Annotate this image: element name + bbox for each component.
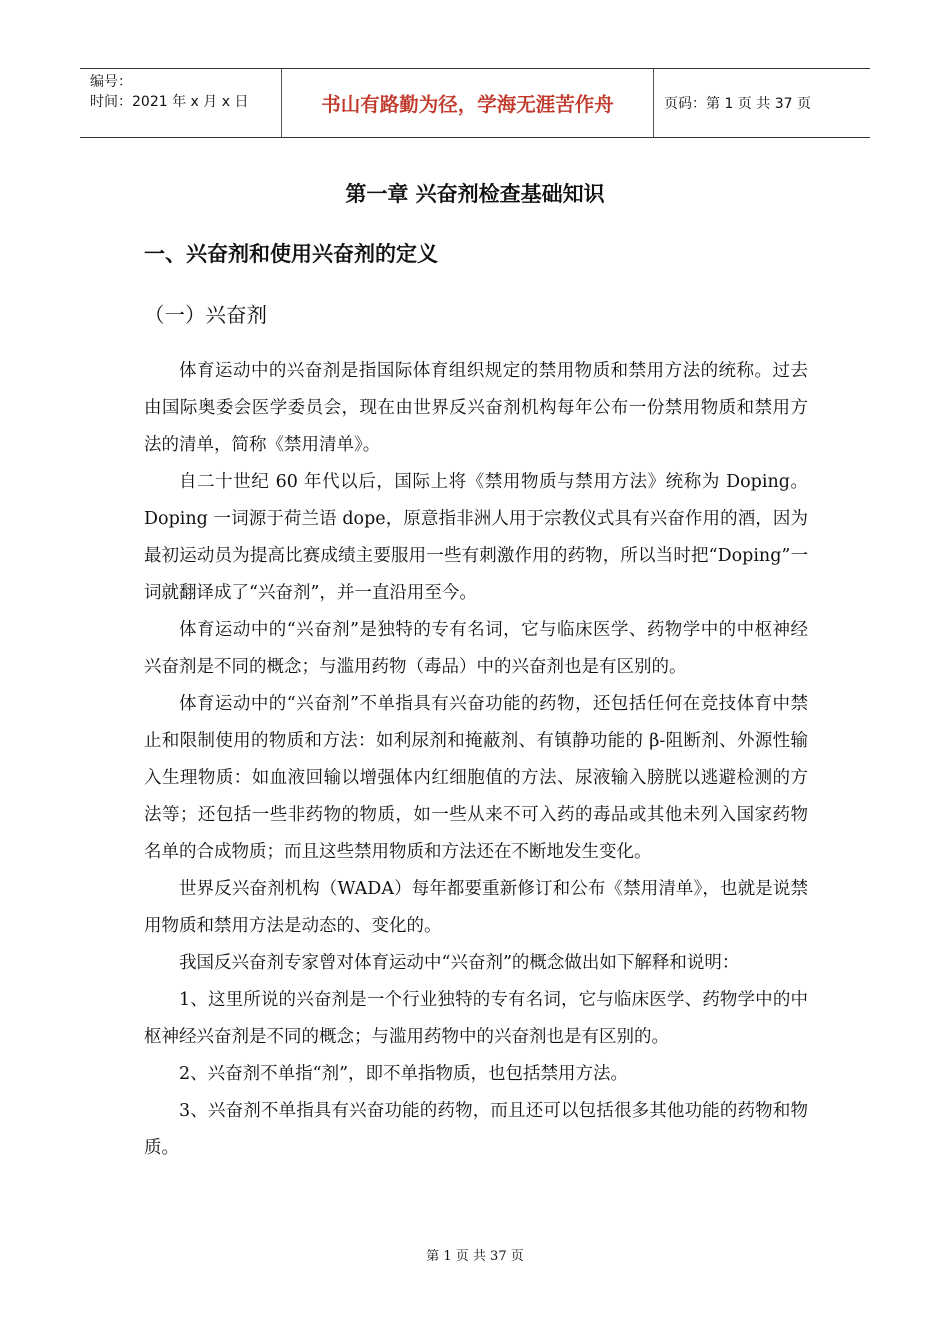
paragraph: 世界反兴奋剂机构（WADA）每年都要重新修订和公布《禁用清单》，也就是说禁用物质和禁用方法是动态的、变化的。 <box>144 879 808 936</box>
document-body <box>144 353 808 1167</box>
document-number-label: 编号： <box>90 74 132 90</box>
header-motto-cell <box>281 69 654 137</box>
document-date-label: 时间：2021 年 x 月 x 日 <box>90 94 249 110</box>
header-page-number: 页码：第 1 页 共 37 页 <box>664 96 811 112</box>
paragraph: 我国反兴奋剂专家曾对体育运动中“兴奋剂”的概念做出如下解释和说明： <box>179 953 740 973</box>
chapter-title: 第一章 兴奋剂检查基础知识 <box>345 182 605 206</box>
header-meta-cell <box>80 69 281 137</box>
paragraph: 自二十世纪 60 年代以后，国际上将《禁用物质与禁用方法》统称为 Doping。Doping 一词源于荷兰语 dope，原意指非洲人用于宗教仪式具有兴奋作用的酒，因为最初运动员为提高比赛成绩主要服用一些有刺激作用的药物，所以当时把“Doping”一词就翻译成了“兴奋剂”，并一直沿用至今。 <box>144 472 808 603</box>
paragraph: 体育运动中的“兴奋剂”是独特的专有名词，它与临床医学、药物学中的中枢神经兴奋剂是不同的概念；与滥用药物（毒品）中的兴奋剂也是有区别的。 <box>144 620 808 677</box>
paragraph: 1、这里所说的兴奋剂是一个行业独特的专有名词，它与临床医学、药物学中的中枢神经兴奋剂是不同的概念；与滥用药物中的兴奋剂也是有区别的。 <box>144 990 808 1047</box>
section-heading: 一、兴奋剂和使用兴奋剂的定义 <box>144 242 438 266</box>
paragraph: 体育运动中的“兴奋剂”不单指具有兴奋功能的药物，还包括任何在竞技体育中禁止和限制使用的物质和方法：如利尿剂和掩蔽剂、有镇静功能的 β-阻断剂、外源性输入生理物质：如血液回输以增强体内红细胞值的方法、尿液输入膀胱以逃避检测的方法等；还包括一些非药物的物质，如一些从来不可入药的毒品或其他未列入国家药物名单的合成物质；而且这些禁用物质和方法还在不断地发生变化。 <box>144 694 808 862</box>
header-table <box>80 68 870 138</box>
paragraph: 2、兴奋剂不单指“剂”，即不单指物质，也包括禁用方法。 <box>179 1064 629 1084</box>
page-footer: 第 1 页 共 37 页 <box>426 1249 524 1264</box>
paragraph: 3、兴奋剂不单指具有兴奋功能的药物，而且还可以包括很多其他功能的药物和物质。 <box>144 1101 808 1158</box>
paragraph: 体育运动中的兴奋剂是指国际体育组织规定的禁用物质和禁用方法的统称。过去由国际奥委会医学委员会，现在由世界反兴奋剂机构每年公布一份禁用物质和禁用方法的清单，简称《禁用清单》。 <box>144 361 808 455</box>
header-page-cell <box>654 69 870 137</box>
subsection-heading: （一）兴奋剂 <box>144 303 267 327</box>
header-motto: 书山有路勤为径，学海无涯苦作舟 <box>321 93 614 116</box>
